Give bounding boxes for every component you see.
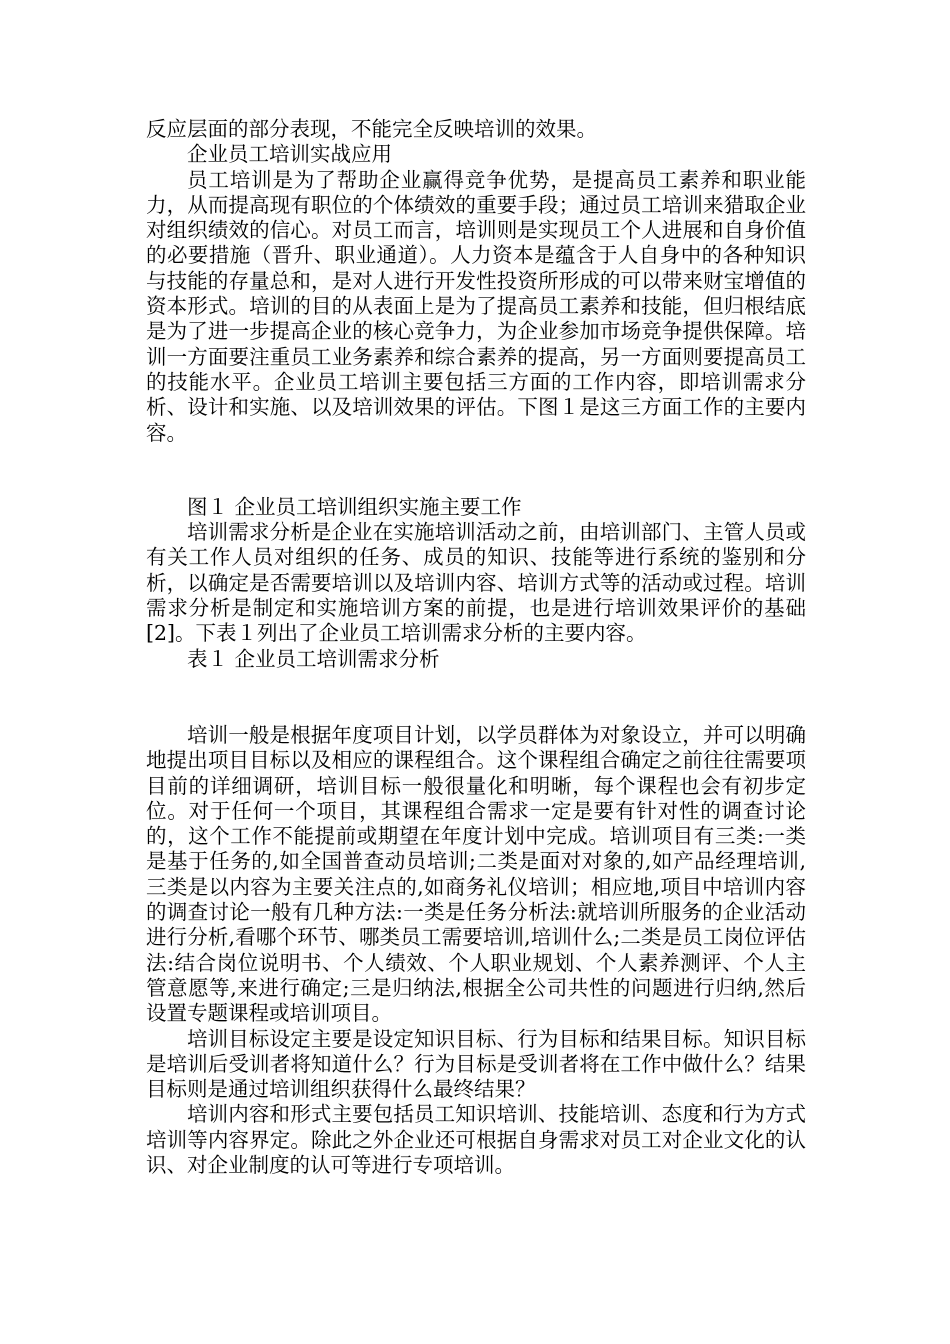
figure-placeholder — [146, 446, 806, 495]
section-heading: 企业员工培训实战应用 — [187, 142, 392, 167]
paragraph-needs-analysis: 培训需求分析是企业在实施培训活动之前，由培训部门、主管人员或有关工作人员对组织的任务、成员的知识、技能等进行系统的鉴别和分析，以确定是否需要培训以及培训内容、培训方式等的活动或过程。培训需求分析是制定和实施培训方案的前提，也是进行培训效果评价的基础[2]。下表１列出了企业员工培训需求分析的主要内容。 — [146, 520, 806, 646]
paragraph-continuation: 反应层面的部分表现，不能完全反映培训的效果。 — [146, 117, 597, 141]
paragraph-training-goals: 培训目标设定主要是设定知识目标、行为目标和结果目标。知识目标是培训后受训者将知道什么？行为目标是受训者将在工作中做什么？结果目标则是通过培训组织获得什么最终结果？ — [146, 1026, 806, 1102]
paragraph-training-content: 培训内容和形式主要包括员工知识培训、技能培训、态度和行为方式培训等内容界定。除此之外企业还可根据自身需求对员工对企业文化的认识、对企业制度的认可等进行专项培训。 — [146, 1102, 806, 1177]
document-page — [146, 117, 806, 1178]
table-caption: 表１ 企业员工培训需求分析 — [187, 646, 440, 671]
table-placeholder — [146, 672, 806, 723]
figure-caption: 图１ 企业员工培训组织实施主要工作 — [187, 494, 522, 519]
paragraph-project-plan: 培训一般是根据年度项目计划，以学员群体为对象设立，并可以明确地提出项目目标以及相应的课程组合。这个课程组合确定之前往往需要项目前的详细调研，培训目标一般很量化和明晰，每个课程也会有初步定位。对于任何一个项目，其课程组合需求一定是要有针对性的调查讨论的，这个工作不能提前或期望在年度计划中完成。培训项目有三类:一类是基于任务的,如全国普查动员培训;二类是面对对象的,如产品经理培训,三类是以内容为主要关注点的,如商务礼仪培训；相应地,项目中培训内容的调查讨论一般有几种方法:一类是任务分析法:就培训所服务的企业活动进行分析,看哪个环节、哪类员工需要培训,培训什么;二类是员工岗位评估法:结合岗位说明书、个人绩效、个人职业规划、个人素养测评、个人主管意愿等,来进行确定;三是归纳法,根据全公司共性的问题进行归纳,然后设置专题课程或培训项目。 — [146, 722, 806, 1026]
paragraph-employee-training: 员工培训是为了帮助企业赢得竞争优势，是提高员工素养和职业能力，从而提高现有职位的个体绩效的重要手段；通过员工培训来猎取企业对组织绩效的信心。对员工而言，培训则是实现员工个人进展和自身价值的必要措施（晋升、职业通道）。人力资本是蕴含于人自身中的各种知识与技能的存量总和，是对人进行开发性投资所形成的可以带来财宝增值的资本形式。培训的目的从表面上是为了提高员工素养和技能，但归根结底是为了进一步提高企业的核心竞争力，为企业参加市场竞争提供保障。培训一方面要注重员工业务素养和综合素养的提高，另一方面则要提高员工的技能水平。企业员工培训主要包括三方面的工作内容，即培训需求分析、设计和实施、以及培训效果的评估。下图１是这三方面工作的主要内容。 — [146, 167, 806, 445]
